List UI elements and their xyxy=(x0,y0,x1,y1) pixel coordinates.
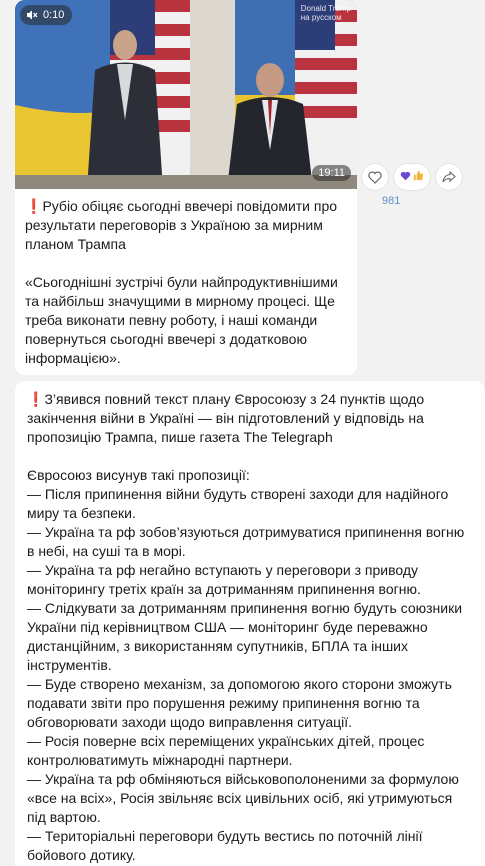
post1-body: «Сьогоднішні зустрічі були найпродуктивнішими та найбільш значущими в мирному процесі. Ще треба виконати певну роботу, і наші команди повернуться сьогодні ввечері з додатковою інформацією». xyxy=(25,274,342,366)
video-frame xyxy=(15,0,357,189)
watermark-line2: на русском xyxy=(300,13,342,22)
reaction-summary[interactable] xyxy=(394,164,430,190)
thumbs-up-icon xyxy=(413,170,424,184)
post2-intro: Євросоюз висунув такі пропозиції: xyxy=(27,467,250,483)
video-elapsed: 0:10 xyxy=(43,9,65,21)
post-card-eu-plan xyxy=(15,381,485,866)
post2-headline: З’явився повний текст плану Євросоюзу з 24 пунктів щодо закінчення війни в Україні — він підготовлений у відповідь на пропозицію Трампа, пише газета The Telegraph xyxy=(27,391,429,445)
list-item: — Слідкувати за дотриманням припинення вогню будуть союзники України під керівництвом США — моніторинг буде переважно дистанційним, з використанням супутників, БПЛА та інших інструментів. xyxy=(27,600,466,673)
post2-text xyxy=(15,381,485,865)
watermark-line1: Donald Trump xyxy=(300,4,351,13)
video-player[interactable] xyxy=(15,0,357,189)
exclamation-icon: ❗ xyxy=(25,198,43,214)
list-item: — Після припинення війни будуть створені заходи для надійного миру та безпеки. xyxy=(27,486,453,521)
list-item: — Україна та рф обміняються військовополоненими за формулою «все на всіх», Росія звільняє всіх цивільних осіб, які утримуються під вартою. xyxy=(27,771,463,825)
share-icon[interactable] xyxy=(436,164,462,190)
video-duration: 19:11 xyxy=(312,165,351,181)
reaction-count: 981 xyxy=(382,195,401,207)
post1-text xyxy=(15,189,357,368)
channel-watermark xyxy=(301,4,351,22)
list-item: — Україна та рф зобов’язуються дотримуватися припинення вогню в небі, на суші та в морі. xyxy=(27,524,469,559)
post1-headline: Рубіо обіцяє сьогодні ввечері повідомити про результати переговорів з Україною за мирним планом Трампа xyxy=(25,198,341,252)
mute-toggle[interactable] xyxy=(20,5,72,25)
exclamation-icon: ❗ xyxy=(27,391,45,407)
purple-heart-icon xyxy=(400,171,411,184)
list-item: — Територіальні переговори будуть вестись по поточній лінії бойового дотику. xyxy=(27,828,427,863)
speaker-muted-icon xyxy=(26,9,38,21)
list-item: — Росія поверне всіх переміщених українських дітей, процес контролюватимуть міжнародні партнери. xyxy=(27,733,429,768)
reactions-bar xyxy=(362,164,462,190)
list-item: — Україна та рф негайно вступають у переговори з приводу моніторингу третіх країн за дотриманням припинення вогню. xyxy=(27,562,422,597)
heart-icon[interactable] xyxy=(362,164,388,190)
list-item: — Буде створено механізм, за допомогою якого сторони зможуть подавати звіти про порушення режиму припинення вогню та обговорювати заходи щодо виправлення ситуації. xyxy=(27,676,456,730)
post-card-rubio xyxy=(15,0,357,375)
